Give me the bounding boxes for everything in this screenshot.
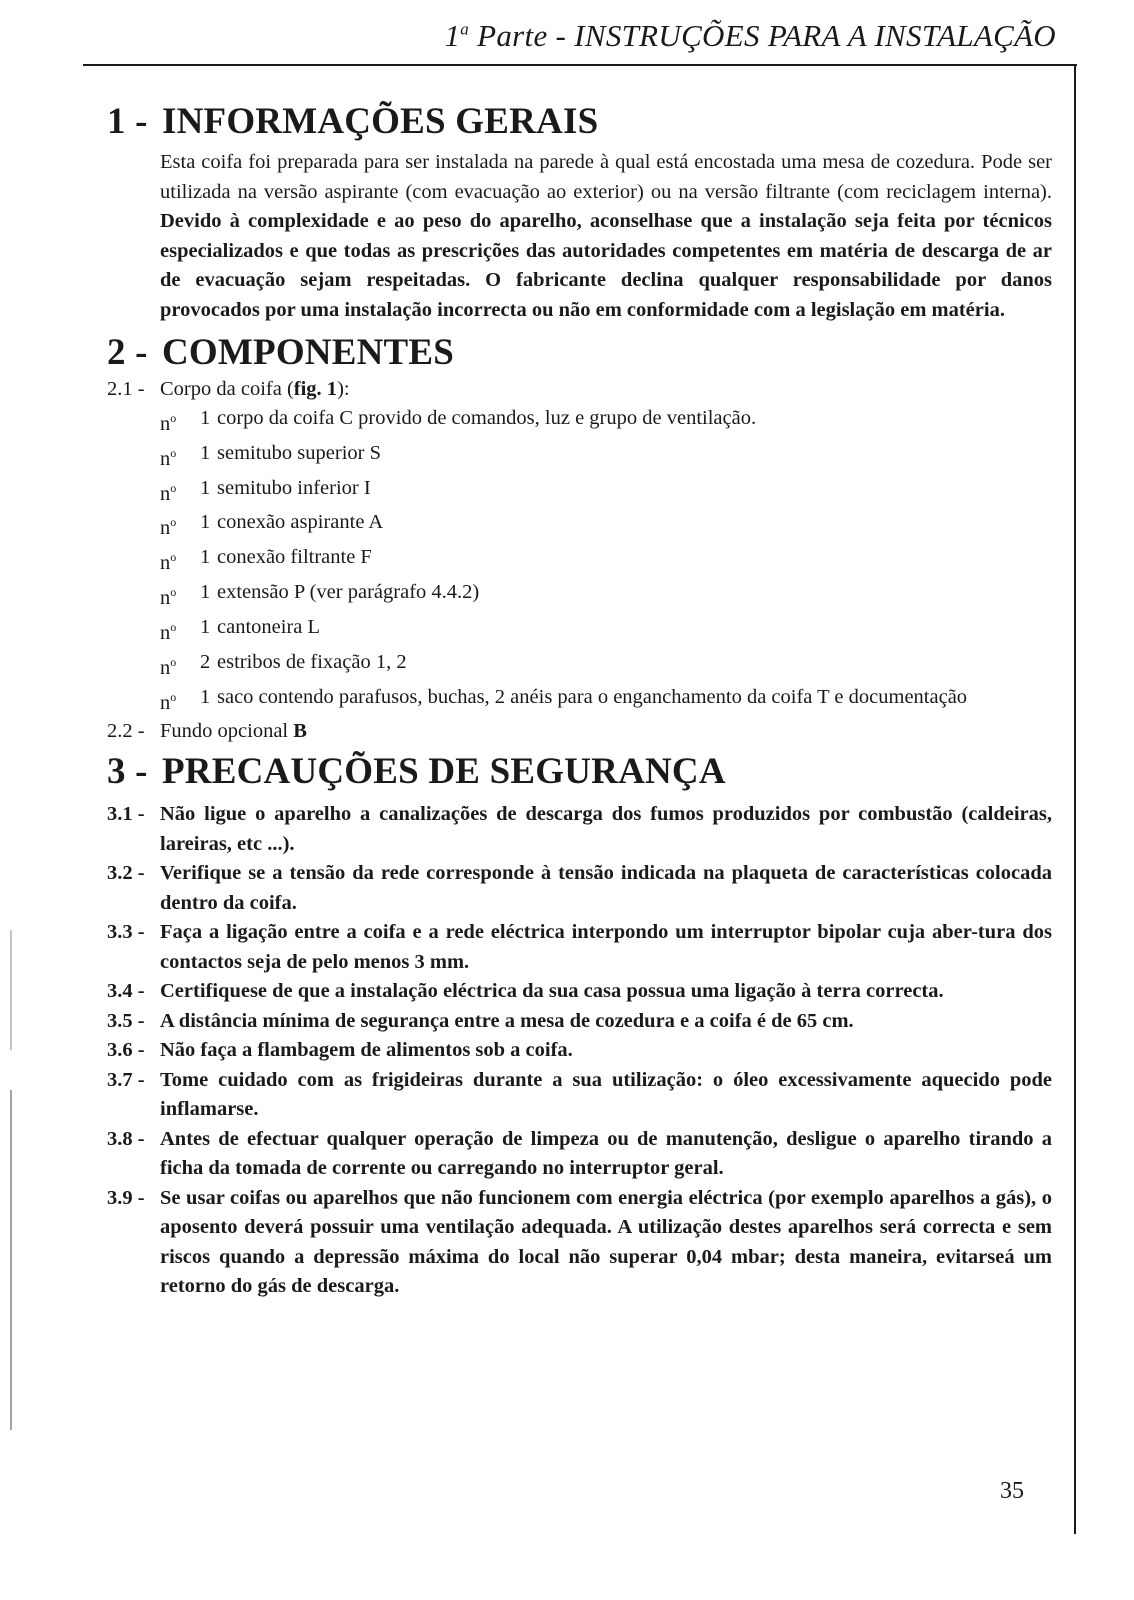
number-abbrev-sup: o <box>170 515 177 530</box>
component-description: semitubo inferior I <box>217 476 371 499</box>
number-abbrev-sup: o <box>170 480 177 495</box>
section-title-componentes <box>107 331 1052 375</box>
component-quantity: 1 <box>200 581 211 604</box>
number-abbrev-letter: n <box>160 586 171 609</box>
number-abbrev-letter: n <box>160 482 171 505</box>
number-abbrev <box>160 683 200 718</box>
section-number: 3 - <box>107 751 148 793</box>
subsection-text-part: Corpo da coifa ( <box>160 378 294 400</box>
number-abbrev <box>160 404 200 439</box>
component-description: extensão P (ver parágrafo 4.4.2) <box>217 581 480 604</box>
number-abbrev-letter: n <box>160 621 171 644</box>
component-quantity: 1 <box>200 615 211 638</box>
number-abbrev-letter: n <box>160 517 171 540</box>
component-quantity: 2 <box>200 650 211 673</box>
rule-text: Antes de efectuar qualquer operação de limpeza ou de manutenção, desligue o aparelho tirando a ficha da tomada de corrente ou carregando no interruptor geral. <box>160 1127 1052 1180</box>
component-item <box>160 578 1052 613</box>
subsection-text <box>160 375 350 404</box>
component-quantity: 1 <box>200 685 211 708</box>
component-quantity: 1 <box>200 441 211 464</box>
section-title-text: INFORMAÇÕES GERAIS <box>162 101 599 142</box>
figure-reference: fig. 1 <box>293 378 338 400</box>
rule-number: 3.5 - <box>107 1009 145 1032</box>
subsection-text <box>160 717 307 746</box>
general-info-paragraph <box>160 148 1052 325</box>
rule-text: Tome cuidado com as frigideiras durante a sua utilização: o óleo excessivamente aquecido pode inflamarse. <box>160 1068 1052 1121</box>
number-abbrev <box>160 543 200 578</box>
section-number: 2 - <box>107 332 148 373</box>
subsection-text-part: ): <box>337 378 350 400</box>
component-item <box>160 543 1052 578</box>
number-abbrev <box>160 508 200 543</box>
component-code: B <box>293 720 307 743</box>
number-abbrev-sup: o <box>170 411 177 425</box>
rule-number: 3.3 - <box>107 921 145 944</box>
rule-text: Certifiquese de que a instalação eléctrica da sua casa possua uma ligação à terra correcta. <box>160 980 944 1003</box>
component-item <box>160 439 1052 474</box>
header-rule <box>83 64 1077 66</box>
section-title-precaucoes <box>107 750 1052 794</box>
header-title: Parte - INSTRUÇÕES PARA A INSTALAÇÃO <box>477 18 1056 53</box>
rule-number: 3.9 - <box>107 1186 145 1209</box>
rule-number: 3.7 - <box>107 1068 145 1091</box>
number-abbrev-sup: o <box>170 654 177 669</box>
rule-text: Verifique se a tensão da rede corresponde à tensão indicada na plaqueta de características colocada dentro da coifa. <box>160 862 1052 914</box>
rule-number: 3.4 - <box>107 980 145 1003</box>
number-abbrev-letter: n <box>160 656 171 679</box>
number-abbrev-letter: n <box>160 412 171 435</box>
component-quantity: 1 <box>200 546 211 569</box>
general-info-text: Esta coifa foi preparada para ser instalada na parede à qual está encostada uma mesa de cozedura. Pode ser utilizada na versão aspirante (com evacuação ao exterior) ou na versão filtrante (com reciclagem interna). <box>160 151 1052 203</box>
rule-text: Faça a ligação entre a coifa e a rede eléctrica interpondo um interruptor bipolar cuja aber-tura dos contactos seja de pelo menos 3 mm. <box>160 921 1052 973</box>
number-abbrev-sup: o <box>170 550 177 565</box>
component-item <box>160 613 1052 648</box>
header-part-sup: a <box>460 19 470 39</box>
number-abbrev-sup: o <box>170 689 177 704</box>
section-title-informacoes-gerais <box>107 100 1052 144</box>
subsection-2-2 <box>107 717 1052 746</box>
safety-rule <box>107 977 1052 1007</box>
number-abbrev <box>160 578 200 613</box>
section-title-text: PRECAUÇÕES DE SEGURANÇA <box>162 751 726 793</box>
number-abbrev <box>160 648 200 683</box>
rule-number: 3.6 - <box>107 1039 145 1062</box>
component-quantity: 1 <box>200 476 211 499</box>
rule-number: 3.2 - <box>107 862 145 885</box>
subsection-number: 2.2 - <box>107 720 145 743</box>
number-abbrev <box>160 474 200 509</box>
component-item <box>160 404 1052 439</box>
rule-text: A distância mínima de segurança entre a mesa de cozedura e a coifa é de 65 cm. <box>160 1009 854 1032</box>
scan-edge-mark <box>10 1090 12 1430</box>
rule-text: Não ligue o aparelho a canalizações de descarga dos fumos produzidos por combustão (caldeiras, lareiras, etc ...). <box>160 803 1052 855</box>
safety-rule <box>107 1036 1052 1066</box>
component-description: estribos de fixação 1, 2 <box>217 650 407 673</box>
safety-rule <box>107 1066 1052 1125</box>
section-title-text: COMPONENTES <box>162 332 455 373</box>
number-abbrev <box>160 439 200 474</box>
safety-rule <box>107 1007 1052 1037</box>
number-abbrev-sup: o <box>170 445 177 460</box>
section-number: 1 - <box>107 101 148 142</box>
safety-rule <box>107 918 1052 977</box>
number-abbrev <box>160 613 200 648</box>
component-item <box>160 508 1052 543</box>
component-item <box>160 474 1052 509</box>
component-item <box>160 683 1052 718</box>
number-abbrev-letter: n <box>160 447 171 470</box>
safety-rules-list <box>107 800 1052 1302</box>
component-description: conexão filtrante F <box>217 546 372 569</box>
component-description: semitubo superior S <box>217 441 381 464</box>
scan-edge-mark <box>10 930 12 1050</box>
subsection-number: 2.1 - <box>107 378 145 400</box>
component-description: cantoneira L <box>217 615 321 638</box>
component-quantity: 1 <box>200 511 211 534</box>
page-content <box>107 100 1052 1302</box>
components-list <box>160 404 1052 717</box>
component-quantity: 1 <box>200 407 211 429</box>
rule-number: 3.8 - <box>107 1127 145 1150</box>
right-margin-rule <box>1074 64 1076 1534</box>
safety-rule <box>107 859 1052 918</box>
page-header <box>0 18 1056 54</box>
component-description: conexão aspirante A <box>217 511 384 534</box>
safety-rule <box>107 1125 1052 1184</box>
rule-text: Se usar coifas ou aparelhos que não funcionem com energia eléctrica (por exemplo aparelhos a gás), o aposento deverá possuir uma ventilação adequada. A utilização destes aparelhos será correcta e sem riscos quando a depressão máxima do local não superar 0,04 mbar; desta maneira, evitarseá um retorno do gás de descarga. <box>160 1186 1052 1298</box>
rule-number: 3.1 - <box>107 803 145 826</box>
general-info-warning-text: Devido à complexidade e ao peso do aparelho, aconselhase que a instalação seja feita por técnicos especializados e que todas as prescrições das autoridades competentes em matéria de descarga de ar de evacuação sejam respeitadas. O fabricante declina qualquer responsabilidade por danos provocados por uma instalação incorrecta ou não em conformidade com a legislação em matéria. <box>160 210 1052 321</box>
number-abbrev-letter: n <box>160 552 171 575</box>
number-abbrev-sup: o <box>170 619 177 634</box>
page-number: 35 <box>1000 1478 1024 1504</box>
component-description: saco contendo parafusos, buchas, 2 anéis para o enganchamento da coifa T e documentação <box>217 685 968 708</box>
safety-rule <box>107 800 1052 859</box>
number-abbrev-sup: o <box>170 585 177 600</box>
component-item <box>160 648 1052 683</box>
rule-text: Não faça a flambagem de alimentos sob a coifa. <box>160 1039 573 1062</box>
subsection-2-1 <box>107 375 1052 404</box>
number-abbrev-letter: n <box>160 691 171 714</box>
component-description: corpo da coifa C provido de comandos, luz e grupo de ventilação. <box>217 407 757 429</box>
header-part-ordinal: 1 <box>444 18 461 53</box>
safety-rule <box>107 1184 1052 1302</box>
subsection-text-part: Fundo opcional <box>160 720 294 743</box>
